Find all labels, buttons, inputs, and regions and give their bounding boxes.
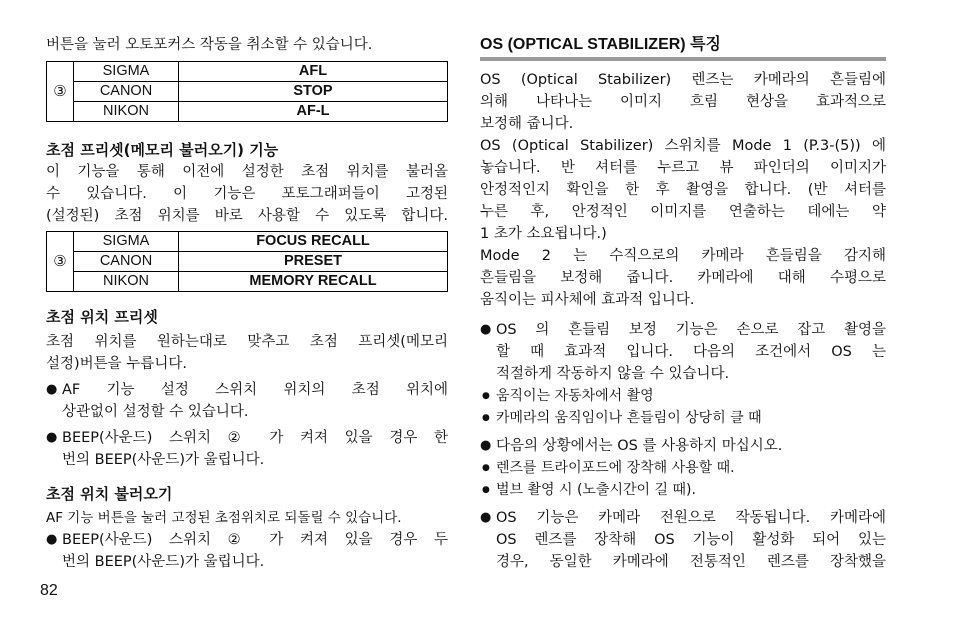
right-column <box>480 34 886 573</box>
button-table-recall <box>46 231 448 292</box>
paragraph-line: (설정된) 초점 위치를 바로 사용할 수 있도록 합니다. <box>46 208 448 224</box>
os-intro <box>480 69 886 135</box>
table-row <box>47 82 448 102</box>
paragraph-line: 번의 BEEP(사운드)가 울립니다. <box>62 554 265 570</box>
value-cell: PRESET <box>179 252 448 272</box>
paragraph-line: 의해 나타나는 이미지 흐림 현상을 효과적으로 <box>480 94 886 110</box>
paragraph-line: 적절하게 작동하지 않을 수 있습니다. <box>496 366 730 382</box>
os-heading: OS (OPTICAL STABILIZER) 특징 <box>480 34 886 61</box>
bullet-icon: ● <box>480 438 492 453</box>
paragraph-line: 설정)버튼을 누릅니다. <box>46 356 187 372</box>
os-mode1 <box>480 135 886 245</box>
paragraph-line: OS 의 흔들림 보정 기능은 손으로 잡고 촬영을 <box>496 322 886 338</box>
callout-marker: ③ <box>47 62 74 122</box>
bullet-icon: ● <box>482 391 490 401</box>
paragraph-line: 상관없이 설정할 수 있습니다. <box>62 404 249 420</box>
paragraph-line: AF 기능 설정 스위치 위치의 초점 위치에 <box>62 382 448 398</box>
paragraph-line: OS (Optical Stabilizer) 스위치를 Mode 1 (P.3-(5)) 에 <box>480 138 886 154</box>
value-cell: STOP <box>179 82 448 102</box>
preset-heading: 초점 위치 프리셋 <box>46 308 158 326</box>
table-row <box>47 252 448 272</box>
bullet-icon: ● <box>482 463 490 473</box>
table-row <box>47 272 448 292</box>
table-row <box>47 102 448 122</box>
paragraph-line: 벌브 촬영 시 (노출시간이 길 때). <box>496 482 696 498</box>
paragraph-line: Mode 2 는 수직으로의 카메라 흔들림을 감지해 <box>480 248 886 264</box>
list-item <box>46 379 448 423</box>
paragraph-line: 렌즈를 트라이포드에 장착해 사용할 때. <box>496 460 735 476</box>
bullet-icon: ● <box>46 382 58 397</box>
paragraph-line: 번의 BEEP(사운드)가 울립니다. <box>62 452 265 468</box>
value-cell: AF-L <box>179 102 448 122</box>
paragraph-line: 경우, 동일한 카메라에 전통적인 렌즈를 장착했을 <box>496 554 886 570</box>
brand-cell: NIKON <box>74 272 179 292</box>
paragraph-line: 누른 후, 안정적인 이미지를 연출하는 데에는 약 <box>480 204 886 220</box>
sub-list-item <box>480 407 886 429</box>
callout-marker: ③ <box>47 232 74 292</box>
paragraph-line: 다음의 상황에서는 OS 를 사용하지 마십시오. <box>496 438 783 454</box>
paragraph-line: 움직이는 자동차에서 촬영 <box>496 388 654 404</box>
paragraph-line: 놓습니다. 반 셔터를 누르고 뷰 파인더의 이미지가 <box>480 160 886 176</box>
paragraph-line: 할 때 효과적 입니다. 다음의 조건에서 OS 는 <box>496 344 886 360</box>
brand-cell: NIKON <box>74 102 179 122</box>
button-table-afl <box>46 61 448 122</box>
recall-text: AF 기능 버튼을 눌러 고정된 초점위치로 되돌릴 수 있습니다. <box>46 510 402 526</box>
list-item <box>480 507 886 573</box>
list-item <box>480 435 886 457</box>
value-cell: FOCUS RECALL <box>179 232 448 252</box>
recall-heading: 초점 위치 불러오기 <box>46 485 173 503</box>
paragraph-line: OS 렌즈를 장착해 OS 기능이 활성화 되어 있는 <box>496 532 886 548</box>
brand-cell: SIGMA <box>74 62 179 82</box>
paragraph-line: 보정해 줍니다. <box>480 116 574 132</box>
bullet-icon: ● <box>46 430 58 445</box>
value-cell: AFL <box>179 62 448 82</box>
list-item <box>46 529 448 573</box>
paragraph-line: BEEP(사운드) 스위치 ② 가 켜져 있을 경우 한 <box>62 430 448 446</box>
bullet-icon: ● <box>480 322 492 337</box>
paragraph-line: 안정적인지 확인을 한 후 촬영을 합니다. (반 셔터를 <box>480 182 886 198</box>
sub-list-item <box>480 479 886 501</box>
bullet-icon: ● <box>46 532 58 547</box>
left-column <box>46 34 448 573</box>
list-item <box>480 319 886 385</box>
paragraph-line: 카메라의 움직임이나 흔들림이 상당히 클 때 <box>496 410 762 426</box>
paragraph-line: 초점 위치를 원하는대로 맞추고 초점 프리셋(메모리 <box>46 334 448 350</box>
value-cell: MEMORY RECALL <box>179 272 448 292</box>
os-mode2 <box>480 245 886 311</box>
paragraph-line: OS 기능은 카메라 전원으로 작동됩니다. 카메라에 <box>496 510 886 526</box>
paragraph-line: BEEP(사운드) 스위치 ② 가 켜져 있을 경우 두 <box>62 532 448 548</box>
paragraph-line: 수 있습니다. 이 기능은 포토그래퍼들이 고정된 <box>46 186 448 202</box>
bullet-icon: ● <box>482 413 490 423</box>
sub-list-item <box>480 385 886 407</box>
bullet-icon: ● <box>480 510 492 525</box>
table-row <box>47 232 448 252</box>
paragraph-line: 흔들림을 보정해 줍니다. 카메라에 대해 수평으로 <box>480 270 886 286</box>
paragraph-line: 이 기능을 통해 이전에 설정한 초점 위치를 불러올 <box>46 164 448 180</box>
focus-recall-heading: 초점 프리셋(메모리 불러오기) 기능 <box>46 141 279 159</box>
paragraph-line: 1 초가 소요됩니다.) <box>480 226 607 242</box>
table-row <box>47 62 448 82</box>
intro-text: 버튼을 눌러 오토포커스 작동을 취소할 수 있습니다. <box>46 37 373 53</box>
list-item <box>46 427 448 471</box>
brand-cell: CANON <box>74 82 179 102</box>
paragraph-line: OS (Optical Stabilizer) 렌즈는 카메라의 흔들림에 <box>480 72 886 88</box>
brand-cell: SIGMA <box>74 232 179 252</box>
page-number: 82 <box>40 582 58 599</box>
paragraph-line: 움직이는 피사체에 효과적 입니다. <box>480 292 695 308</box>
brand-cell: CANON <box>74 252 179 272</box>
sub-list-item <box>480 457 886 479</box>
bullet-icon: ● <box>482 485 490 495</box>
